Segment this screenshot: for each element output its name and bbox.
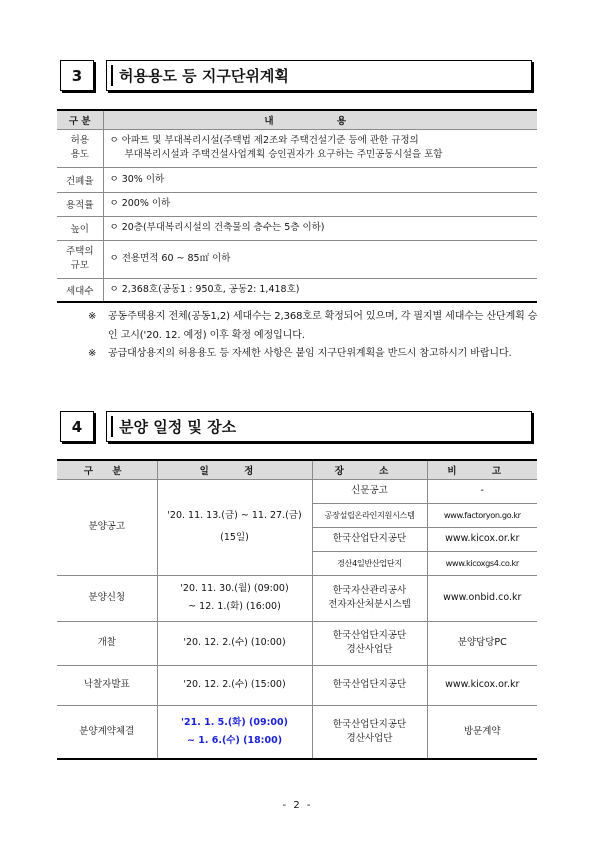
contract-place-line-1: 한국산업단지공단 [332, 718, 407, 730]
schedule-table [57, 459, 537, 760]
apply-schedule-line-1: '20. 11. 30.(월) (09:00) [180, 583, 289, 594]
winner-place: 한국산업단지공단 [312, 665, 427, 705]
contract-schedule [157, 705, 312, 759]
opening-label: 개찰 [57, 621, 157, 665]
page-number: - 2 - [282, 800, 313, 811]
schedule-header-note: 비 고 [427, 460, 537, 479]
announce-note-2[interactable]: www.factoryon.go.kr [427, 503, 537, 527]
announce-schedule-line-1: '20. 11. 13.(금) ~ 11. 27.(금) [167, 510, 302, 521]
announce-note-1: - [427, 479, 537, 503]
opening-place-line-2: 경산사업단 [346, 644, 393, 655]
zoning-content-use [103, 129, 537, 167]
apply-place-line-2: 전자자산처분시스템 [328, 599, 411, 610]
apply-note[interactable]: www.onbid.co.kr [427, 575, 537, 621]
zoning-content-size: ㅇ 전용면적 60 ~ 85㎡ 이하 [103, 240, 537, 278]
apply-label: 분양신청 [57, 575, 157, 621]
note-1 [88, 308, 538, 345]
apply-place [312, 575, 427, 621]
section-4-title: 분양 일정 및 장소 [106, 411, 532, 442]
schedule-header-place: 장 소 [312, 460, 427, 479]
zoning-header-content: 내 용 [103, 110, 537, 129]
section-3-number: 3 [60, 60, 94, 91]
zoning-label-use: 허용 용도 [57, 129, 103, 167]
winner-note[interactable]: www.kicox.or.kr [427, 665, 537, 705]
zoning-label-units: 세대수 [57, 278, 103, 302]
announce-note-4[interactable]: www.kicoxgs4.co.kr [427, 551, 537, 575]
announce-place-2: 공장설립온라인지원시스템 [312, 503, 427, 527]
schedule-header-schedule: 일 정 [157, 460, 312, 479]
section-3-title: 허용용도 등 지구단위계획 [106, 60, 532, 91]
zoning-use-line-1: ㅇ 아파트 및 부대복리시설(주택법 제2조와 주택건설기준 등에 관한 규정의 [109, 135, 419, 146]
note-2-text: 공급대상용지의 허용용도 등 자세한 사항은 붙임 지구단위계획을 반드시 참고하시기 바랍니다. [108, 348, 512, 359]
zoning-label-far: 용적률 [57, 192, 103, 216]
contract-schedule-line-1: '21. 1. 5.(화) (09:00) [181, 716, 288, 728]
zoning-content-far: ㅇ 200% 이하 [103, 192, 537, 216]
opening-note: 분양담당PC [427, 621, 537, 665]
announce-place-1: 신문공고 [312, 479, 427, 503]
announce-note-3[interactable]: www.kicox.or.kr [427, 527, 537, 551]
zoning-content-coverage: ㅇ 30% 이하 [103, 167, 537, 192]
contract-place-line-2: 경산사업단 [346, 732, 393, 744]
section-4-header [60, 411, 534, 444]
note-2-mark: ※ [88, 348, 97, 359]
zoning-table [57, 109, 537, 303]
zoning-header-category: 구 분 [57, 110, 103, 129]
opening-place [312, 621, 427, 665]
zoning-content-height: ㅇ 20층(부대복리시설의 건축물의 층수는 5층 이하) [103, 216, 537, 240]
contract-label: 분양계약체결 [57, 705, 157, 759]
apply-place-line-1: 한국자산관리공사 [332, 585, 407, 596]
winner-schedule: '20. 12. 2.(수) (15:00) [157, 665, 312, 705]
opening-place-line-1: 한국산업단지공단 [332, 630, 407, 641]
announce-label: 분양공고 [57, 479, 157, 575]
zoning-use-line-2: 부대복리시설과 주택건설사업계획 승인권자가 요구하는 주민공동시설을 포함 [124, 149, 443, 160]
announce-schedule [157, 479, 312, 575]
winner-label: 낙찰자발표 [57, 665, 157, 705]
section-3-header [60, 60, 534, 93]
section-3-notes [88, 308, 538, 364]
contract-note: 방문계약 [427, 705, 537, 759]
note-1-mark: ※ [88, 311, 97, 322]
contract-schedule-line-2: ~ 1. 6.(수) (18:00) [186, 734, 283, 746]
schedule-header-category: 구 분 [57, 460, 157, 479]
zoning-label-height: 높이 [57, 216, 103, 240]
announce-schedule-line-2: (15일) [220, 532, 249, 543]
contract-place [312, 705, 427, 759]
announce-place-3: 한국산업단지공단 [312, 527, 427, 551]
apply-schedule-line-2: ~ 12. 1.(화) (16:00) [188, 601, 281, 612]
apply-schedule [157, 575, 312, 621]
zoning-label-coverage: 건폐율 [57, 167, 103, 192]
note-1-text: 공동주택용지 전체(공동1,2) 세대수는 2,368호로 확정되어 있으며, 각 필지별 세대수는 산단계획 승인 고시('20. 12. 예정) 이후 확정 예정입니다. [108, 311, 538, 341]
zoning-label-size: 주택의 규모 [57, 240, 103, 278]
section-4-number: 4 [60, 411, 94, 442]
note-2 [88, 345, 538, 364]
zoning-content-units: ㅇ 2,368호(공동1 : 950호, 공동2: 1,418호) [103, 278, 537, 302]
opening-schedule: '20. 12. 2.(수) (10:00) [157, 621, 312, 665]
announce-place-4: 경산4일반산업단지 [312, 551, 427, 575]
